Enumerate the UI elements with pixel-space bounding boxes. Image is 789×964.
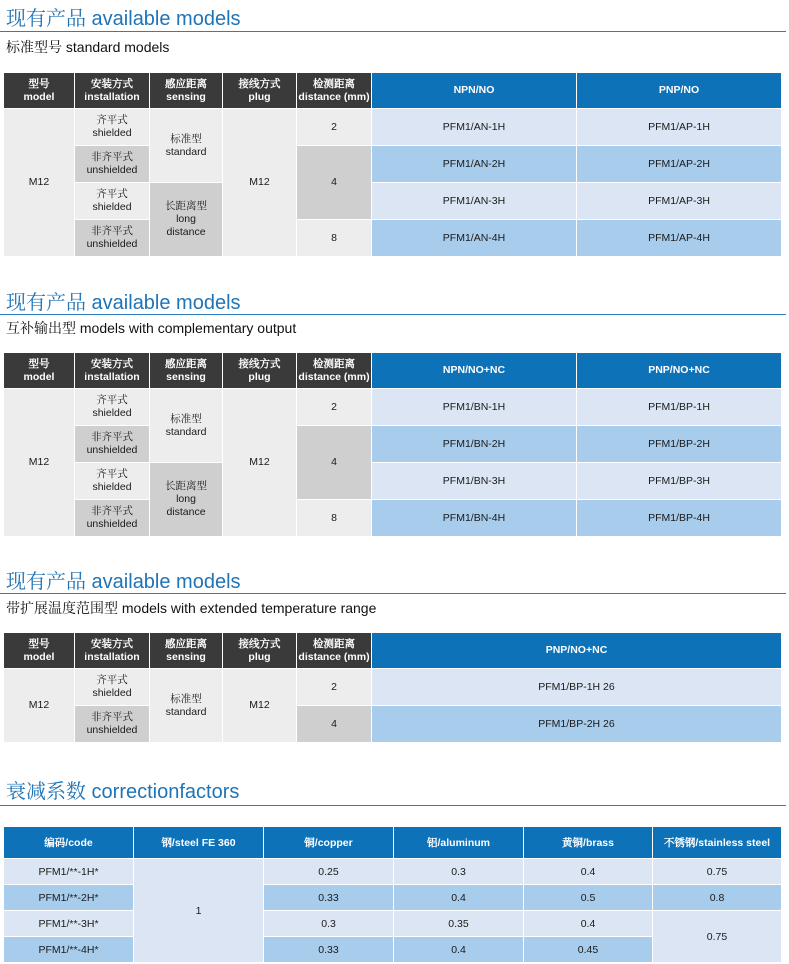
distance-cell: 2 <box>297 669 372 706</box>
correction-factors-table <box>3 826 782 963</box>
sensing-cell: 标准型 standard <box>150 669 223 743</box>
extended-temperature-table <box>3 632 782 743</box>
sensing-cell: 标准型 standard <box>150 109 223 183</box>
distance-cell: 4 <box>297 706 372 743</box>
code-cell: PFM1/**-1H* <box>4 859 134 885</box>
header-npn: NPN/NO+NC <box>372 353 577 389</box>
section-title: 衰减系数 correctionfactors <box>6 781 240 803</box>
header-distance: 检测距离 distance (mm) <box>297 353 372 389</box>
installation-cell: 非齐平式 unshielded <box>75 426 150 463</box>
distance-cell: 2 <box>297 389 372 426</box>
distance-cell: 2 <box>297 109 372 146</box>
section-subtitle: 带扩展温度范围型 models with extended temperature range <box>6 600 377 616</box>
product-code: PFM1/BP-2H 26 <box>372 706 782 743</box>
product-code: PFM1/AN-1H <box>372 109 577 146</box>
section-subtitle: 互补输出型 models with complementary output <box>6 320 297 336</box>
model-cell: M12 <box>4 389 75 537</box>
distance-cell: 4 <box>297 426 372 500</box>
header-code: 编码/code <box>4 827 134 859</box>
installation-cell: 齐平式 shielded <box>75 183 150 220</box>
header-plug: 接线方式 plug <box>223 73 297 109</box>
plug-cell: M12 <box>223 389 297 537</box>
product-code: PFM1/AN-2H <box>372 146 577 183</box>
header-stainless: 不锈钢/stainless steel <box>653 827 782 859</box>
distance-cell: 8 <box>297 220 372 257</box>
code-cell: PFM1/**-2H* <box>4 885 134 911</box>
section-divider <box>0 31 786 32</box>
header-sensing: 感应距离 sensing <box>150 633 223 669</box>
product-code: PFM1/AN-3H <box>372 183 577 220</box>
sensing-cell: 长距离型 long distance <box>150 183 223 257</box>
product-code: PFM1/BP-1H 26 <box>372 669 782 706</box>
model-cell: M12 <box>4 109 75 257</box>
installation-cell: 非齐平式 unshielded <box>75 706 150 743</box>
section-divider <box>0 805 786 806</box>
section-title: 现有产品 available models <box>6 292 241 314</box>
installation-cell: 非齐平式 unshielded <box>75 220 150 257</box>
plug-cell: M12 <box>223 109 297 257</box>
header-model: 型号 model <box>4 353 75 389</box>
product-code: PFM1/BN-3H <box>372 463 577 500</box>
section-divider <box>0 593 786 594</box>
installation-cell: 齐平式 shielded <box>75 669 150 706</box>
aluminum-factor: 0.3 <box>394 859 524 885</box>
header-brass: 黄铜/brass <box>524 827 653 859</box>
product-code: PFM1/AN-4H <box>372 220 577 257</box>
product-code: PFM1/BP-3H <box>577 463 782 500</box>
product-code: PFM1/BN-1H <box>372 389 577 426</box>
header-distance: 检测距离 distance (mm) <box>297 633 372 669</box>
product-code: PFM1/AP-1H <box>577 109 782 146</box>
header-distance: 检测距离 distance (mm) <box>297 73 372 109</box>
header-installation: 安装方式 installation <box>75 73 150 109</box>
header-steel: 钢/steel FE 360 <box>134 827 264 859</box>
header-pnp: PNP/NO <box>577 73 782 109</box>
section-title: 现有产品 available models <box>6 571 241 593</box>
stainless-factor: 0.75 <box>653 911 782 963</box>
copper-factor: 0.33 <box>264 885 394 911</box>
product-code: PFM1/BP-1H <box>577 389 782 426</box>
brass-factor: 0.4 <box>524 911 653 937</box>
header-pnp: PNP/NO+NC <box>372 633 782 669</box>
header-plug: 接线方式 plug <box>223 353 297 389</box>
installation-cell: 非齐平式 unshielded <box>75 500 150 537</box>
brass-factor: 0.5 <box>524 885 653 911</box>
brass-factor: 0.4 <box>524 859 653 885</box>
installation-cell: 齐平式 shielded <box>75 463 150 500</box>
stainless-factor: 0.75 <box>653 859 782 885</box>
section-title: 现有产品 available models <box>6 8 241 30</box>
header-sensing: 感应距离 sensing <box>150 73 223 109</box>
header-plug: 接线方式 plug <box>223 633 297 669</box>
header-npn: NPN/NO <box>372 73 577 109</box>
header-copper: 铜/copper <box>264 827 394 859</box>
header-pnp: PNP/NO+NC <box>577 353 782 389</box>
distance-cell: 8 <box>297 500 372 537</box>
header-sensing: 感应距离 sensing <box>150 353 223 389</box>
aluminum-factor: 0.35 <box>394 911 524 937</box>
section-subtitle: 标准型号 standard models <box>6 39 170 55</box>
code-cell: PFM1/**-3H* <box>4 911 134 937</box>
plug-cell: M12 <box>223 669 297 743</box>
aluminum-factor: 0.4 <box>394 937 524 963</box>
installation-cell: 齐平式 shielded <box>75 389 150 426</box>
sensing-cell: 标准型 standard <box>150 389 223 463</box>
installation-cell: 齐平式 shielded <box>75 109 150 146</box>
product-code: PFM1/AP-4H <box>577 220 782 257</box>
product-code: PFM1/BN-4H <box>372 500 577 537</box>
copper-factor: 0.3 <box>264 911 394 937</box>
copper-factor: 0.33 <box>264 937 394 963</box>
distance-cell: 4 <box>297 146 372 220</box>
copper-factor: 0.25 <box>264 859 394 885</box>
stainless-factor: 0.8 <box>653 885 782 911</box>
complementary-output-table <box>3 352 782 537</box>
model-cell: M12 <box>4 669 75 743</box>
brass-factor: 0.45 <box>524 937 653 963</box>
aluminum-factor: 0.4 <box>394 885 524 911</box>
steel-factor: 1 <box>134 859 264 963</box>
section-divider <box>0 314 786 315</box>
product-code: PFM1/AP-2H <box>577 146 782 183</box>
header-model: 型号 model <box>4 633 75 669</box>
header-installation: 安装方式 installation <box>75 353 150 389</box>
code-cell: PFM1/**-4H* <box>4 937 134 963</box>
header-model: 型号 model <box>4 73 75 109</box>
header-aluminum: 铝/aluminum <box>394 827 524 859</box>
sensing-cell: 长距离型 long distance <box>150 463 223 537</box>
product-code: PFM1/BP-4H <box>577 500 782 537</box>
product-code: PFM1/BN-2H <box>372 426 577 463</box>
product-code: PFM1/AP-3H <box>577 183 782 220</box>
installation-cell: 非齐平式 unshielded <box>75 146 150 183</box>
header-installation: 安装方式 installation <box>75 633 150 669</box>
standard-models-table <box>3 72 782 257</box>
product-code: PFM1/BP-2H <box>577 426 782 463</box>
